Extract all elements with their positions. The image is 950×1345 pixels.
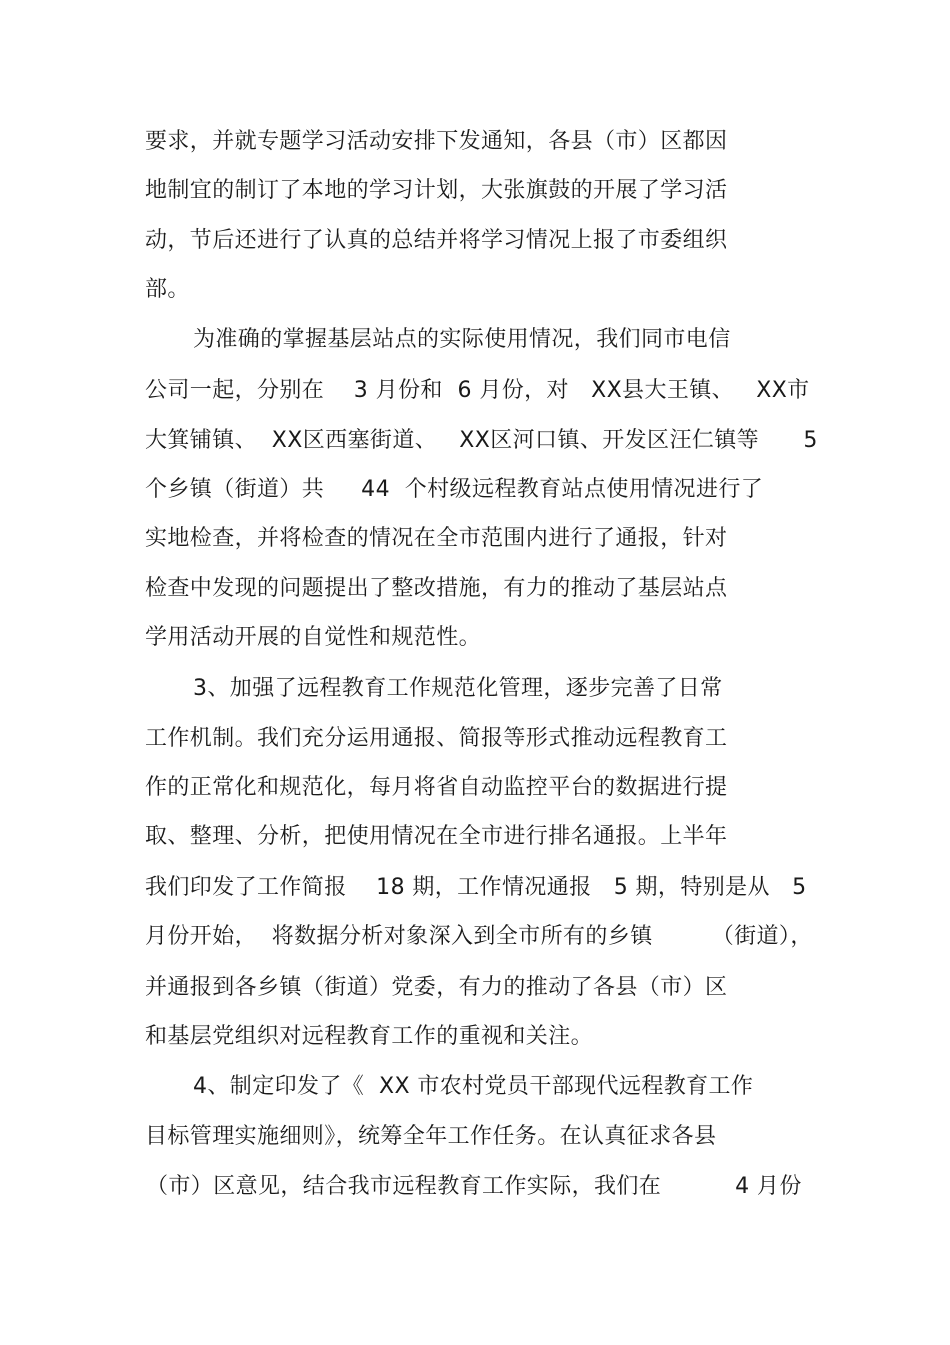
text-line-21: 目标管理实施细则》，统筹全年工作任务。在认真征求各县 [145, 1124, 717, 1149]
text-line-7: 大箕铺镇、 XX区西塞街道、 XX区河口镇、开发区汪仁镇等 5 [145, 428, 818, 453]
text-line-16: 我们印发了工作简报 18 期，工作情况通报 5 期，特别是从 5 [145, 875, 807, 900]
section-4-heading-line: 4、制定印发了《 XX 市农村党员干部现代远程教育工作 [193, 1074, 754, 1099]
text-line-18: 并通报到各乡镇（街道）党委，有力的推动了各县（市）区 [145, 975, 728, 1000]
text-line-17: 月份开始， 将数据分析对象深入到全市所有的乡镇 （街道）， [145, 924, 813, 949]
text-line-19: 和基层党组织对远程教育工作的重视和关注。 [145, 1024, 594, 1049]
text-line-15: 取、整理、分析，把使用情况在全市进行排名通报。上半年 [145, 824, 728, 849]
text-line-10: 检查中发现的问题提出了整改措施，有力的推动了基层站点 [145, 576, 728, 601]
text-line-3: 动，节后还进行了认真的总结并将学习情况上报了市委组织 [145, 228, 728, 253]
text-line-11: 学用活动开展的自觉性和规范性。 [145, 625, 482, 650]
text-line-9: 实地检查，并将检查的情况在全市范围内进行了通报，针对 [145, 526, 728, 551]
text-line-13: 工作机制。我们充分运用通报、简报等形式推动远程教育工 [145, 726, 728, 751]
text-line-8: 个乡镇（街道）共 44 个村级远程教育站点使用情况进行了 [145, 477, 764, 502]
text-line-14: 作的正常化和规范化，每月将省自动监控平台的数据进行提 [145, 775, 728, 800]
text-line-1: 要求，并就专题学习活动安排下发通知，各县（市）区都因 [145, 129, 728, 154]
section-3-heading-line: 3、加强了远程教育工作规范化管理，逐步完善了日常 [193, 676, 723, 701]
text-line-6: 公司一起，分别在 3 月份和 6 月份，对 XX县大王镇、 XX市 [145, 378, 810, 403]
text-line-4: 部。 [145, 277, 190, 302]
paragraph-start-line: 为准确的掌握基层站点的实际使用情况，我们同市电信 [193, 327, 731, 352]
text-line-22: （市）区意见，结合我市远程教育工作实际，我们在 4 月份 [146, 1174, 802, 1199]
text-line-2: 地制宜的制订了本地的学习计划，大张旗鼓的开展了学习活 [145, 178, 728, 203]
